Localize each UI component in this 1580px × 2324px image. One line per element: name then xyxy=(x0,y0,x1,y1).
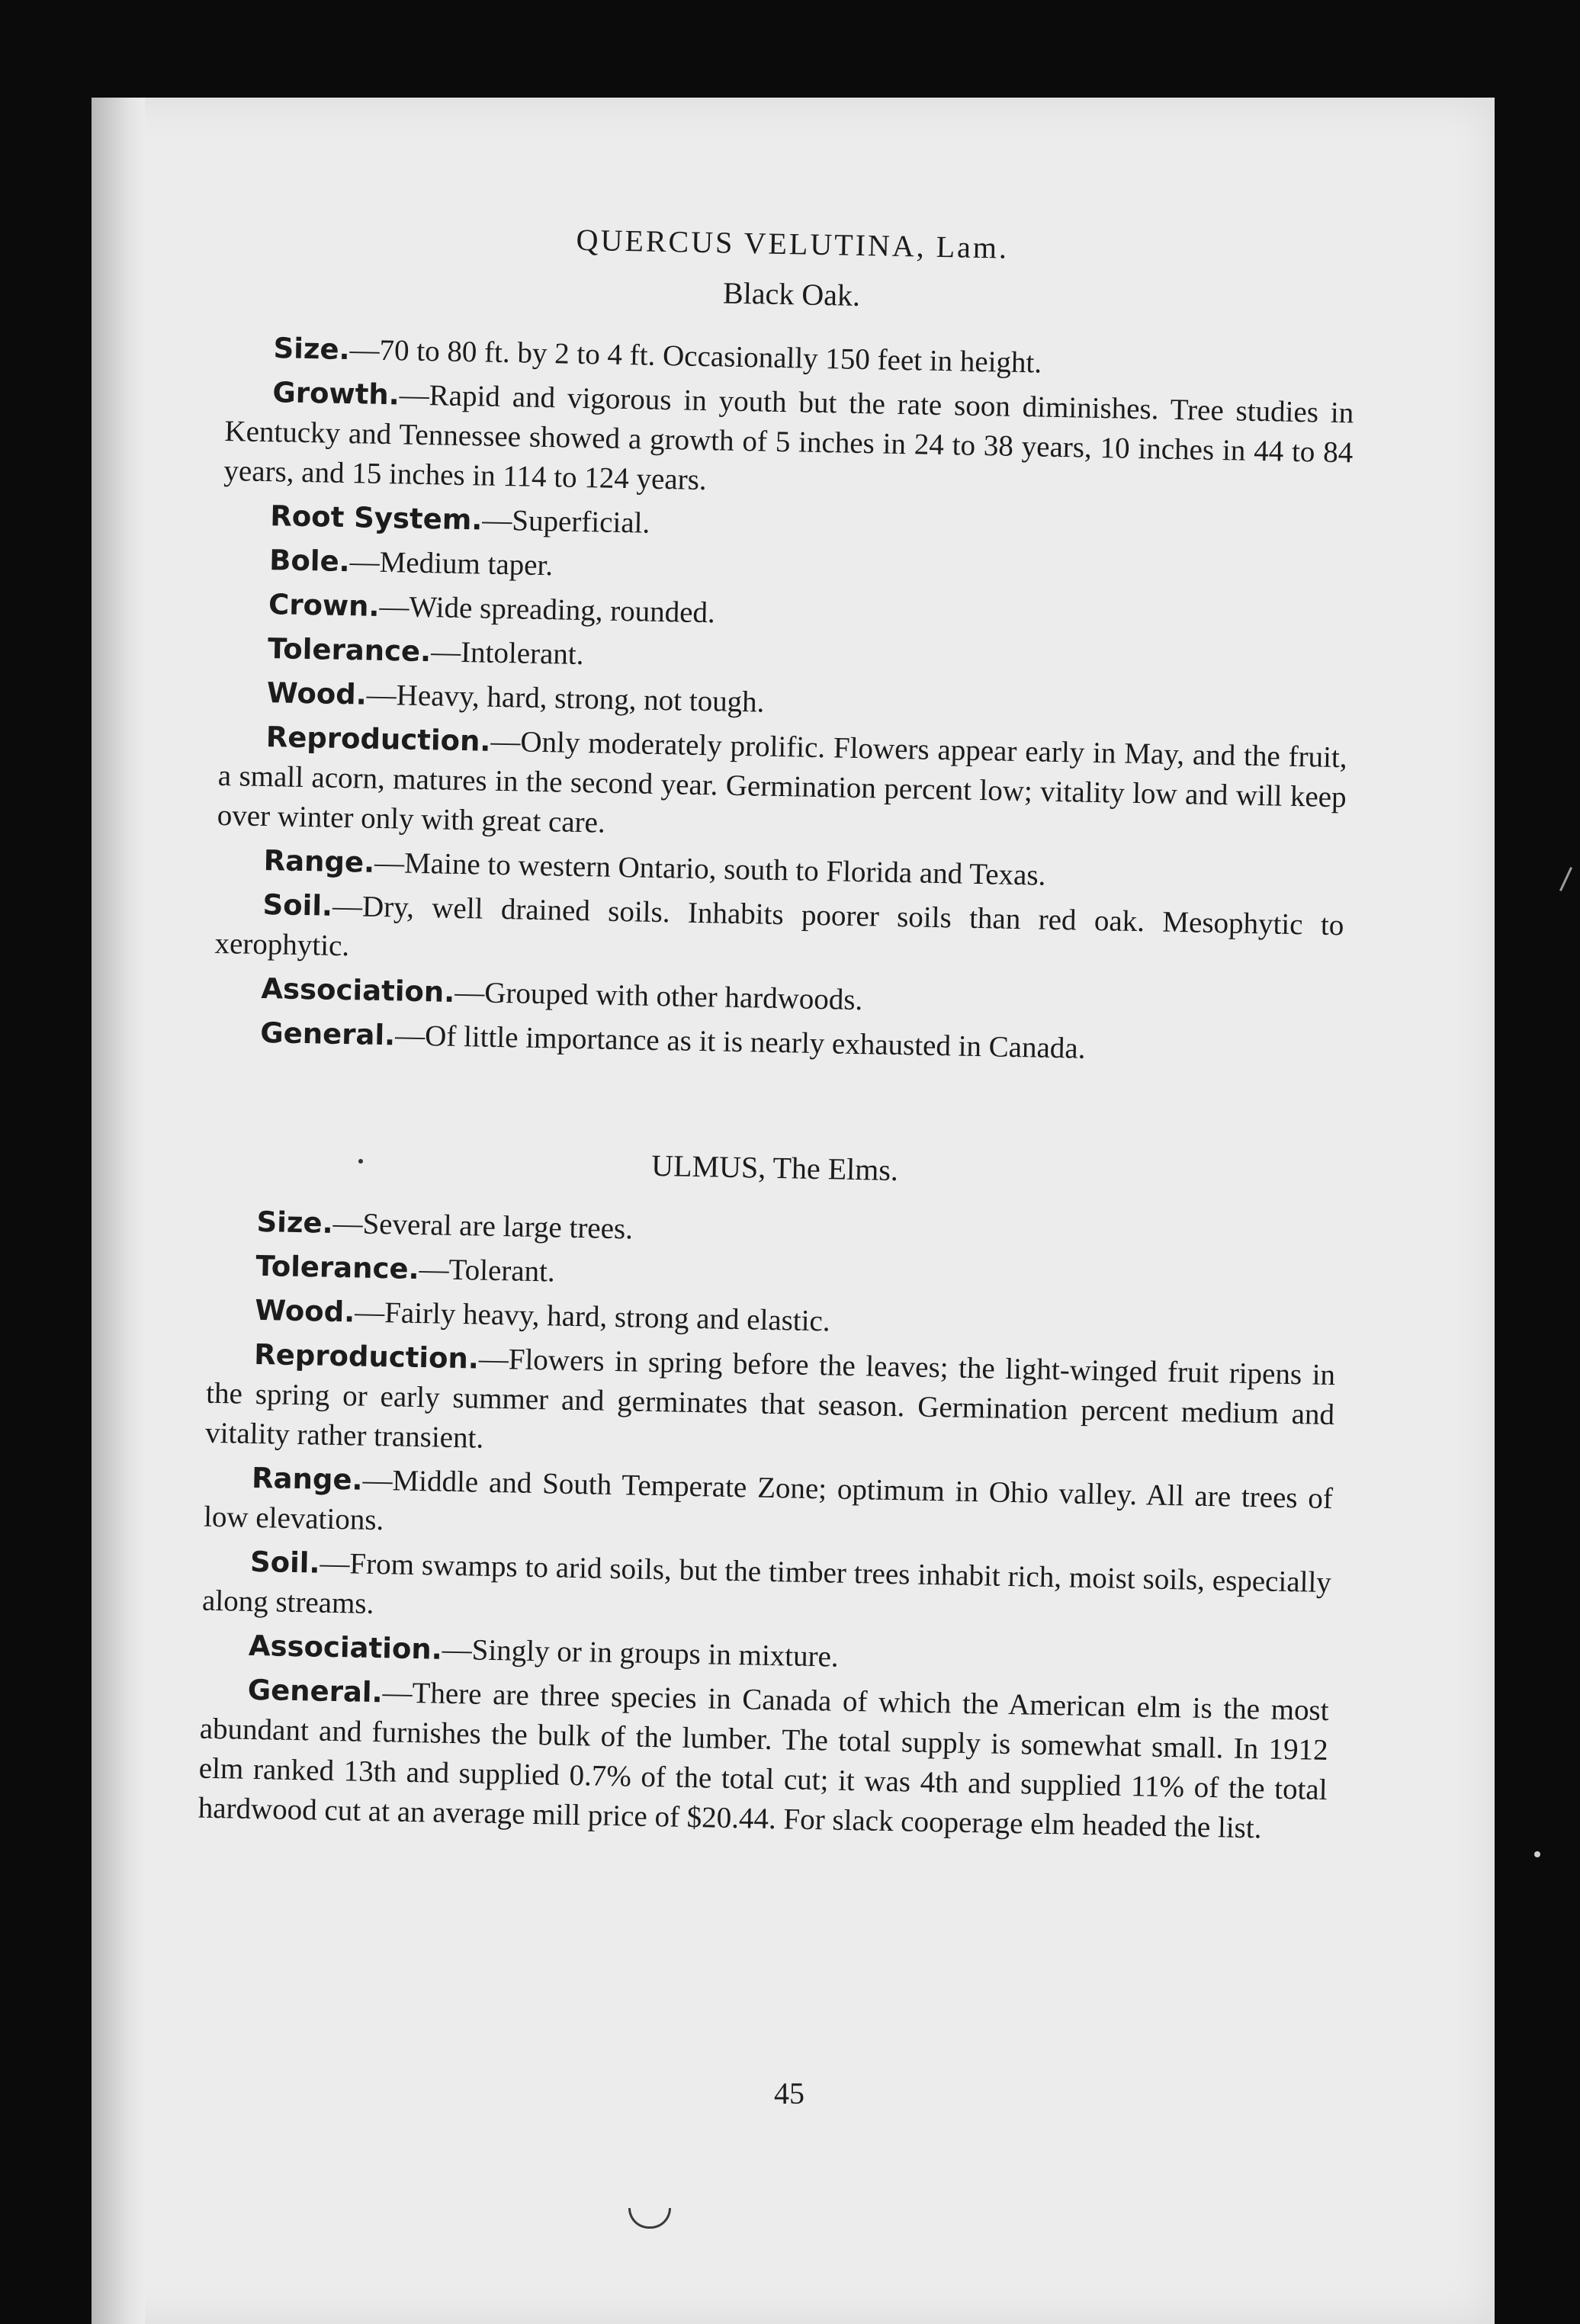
entry-term: Size. xyxy=(273,332,351,367)
section-subtitle: Black Oak. xyxy=(722,275,861,313)
entry-term: Wood. xyxy=(254,1293,355,1329)
entry-range xyxy=(204,1458,1334,1558)
entry-text: —Grouped with other hardwoods. xyxy=(454,975,863,1017)
edge-tick-mark xyxy=(1559,867,1572,891)
entry-text: —Heavy, hard, strong, not tough. xyxy=(366,678,765,719)
entry-reproduction xyxy=(217,717,1347,857)
entry-term: General. xyxy=(247,1673,384,1709)
entry-term: Soil. xyxy=(262,888,333,923)
section-title: ULMUS, The Elms. xyxy=(650,1148,899,1188)
entry-text: —Rapid and vigorous in youth but the rate soon diminishes. Tree studies in Kentucky and Tennessee showed a growth of 5 inches in 24 to 38 years, 10 inches in 44 to 84 years, and 15 inches in 114 to 124 years. xyxy=(223,378,1354,497)
entry-term: Size. xyxy=(256,1205,334,1240)
entry-soil xyxy=(202,1542,1332,1642)
entry-text: —From swamps to arid soils, but the timber trees inhabit rich, moist soils, especially along streams. xyxy=(201,1546,1332,1620)
entry-term: Range. xyxy=(263,844,375,879)
entry-text: —Superficial. xyxy=(482,503,650,540)
entry-term: Reproduction. xyxy=(265,721,491,758)
entry-term: Association. xyxy=(261,972,455,1009)
edge-dot-mark xyxy=(1534,1851,1540,1857)
stray-dot-mark xyxy=(358,1159,363,1164)
entry-term: Tolerance. xyxy=(267,632,432,669)
entry-term: Growth. xyxy=(272,376,400,412)
page-content xyxy=(198,213,1357,1854)
entry-text: —Middle and South Temperate Zone; optimum in Ohio valley. All are trees of low elevations. xyxy=(203,1463,1334,1537)
entry-text: —Intolerant. xyxy=(430,635,584,672)
entry-term: Association. xyxy=(248,1629,443,1666)
section-title: QUERCUS VELUTINA, Lam. xyxy=(576,222,1010,265)
entry-soil xyxy=(214,884,1344,985)
entry-term: Bole. xyxy=(268,544,351,579)
entry-text: —70 to 80 ft. by 2 to 4 ft. Occasionally 150 feet in height. xyxy=(349,333,1042,380)
entry-text: —Maine to western Ontario, south to Florida and Texas. xyxy=(374,846,1046,892)
entry-term: Tolerance. xyxy=(255,1249,420,1286)
entry-reproduction xyxy=(205,1334,1336,1475)
entry-text: —Several are large trees. xyxy=(332,1206,634,1246)
entry-term: Crown. xyxy=(268,588,380,623)
binding-edge xyxy=(92,98,145,2324)
entry-text: —Dry, well drained soils. Inhabits poorer soils than red oak. Mesophytic to xerophytic. xyxy=(214,889,1344,963)
section-ulmus xyxy=(198,1138,1339,1850)
entry-text: —Fairly heavy, hard, strong and elastic. xyxy=(354,1295,831,1338)
entry-term: Wood. xyxy=(266,676,368,711)
entry-term: Range. xyxy=(251,1461,363,1497)
entry-text: —Wide spreading, rounded. xyxy=(379,589,716,630)
entry-text: —There are three species in Canada of which the American elm is the most abundant and furnishes the bulk of the lumber. The total supply is somewhat small. In 1912 elm ranked 13th and supplied 0.7% of the total cut; it was 4th and supplied 11% of the total hardwood cut at an average mill price of $20.44. For slack cooperage elm headed the list. xyxy=(198,1676,1329,1845)
entry-growth xyxy=(223,372,1354,512)
entry-text: —Singly or in groups in mixture. xyxy=(442,1632,840,1674)
entry-text: —Of little importance as it is nearly exhausted in Canada. xyxy=(394,1019,1086,1065)
entry-general xyxy=(198,1670,1329,1850)
entry-term: General. xyxy=(259,1016,396,1052)
page-number: 45 xyxy=(774,2076,804,2111)
entry-text: —Medium taper. xyxy=(349,545,554,583)
section-quercus-velutina xyxy=(213,213,1357,1074)
entry-term: Soil. xyxy=(249,1545,320,1580)
entry-text: —Only moderately prolific. Flowers appear early in May, and the fruit, a small acorn, matures in the second year. Germination percent low; vitality low and will keep over winter only with great care. xyxy=(217,724,1347,839)
entry-text: —Tolerant. xyxy=(419,1253,556,1289)
entry-term: Root System. xyxy=(269,499,483,537)
entry-text: —Flowers in spring before the leaves; the light-winged fruit ripens in the spring or early summer and germinates that season. Germination percent medium and vitality rather transient. xyxy=(204,1342,1336,1455)
entry-term: Reproduction. xyxy=(253,1337,480,1375)
